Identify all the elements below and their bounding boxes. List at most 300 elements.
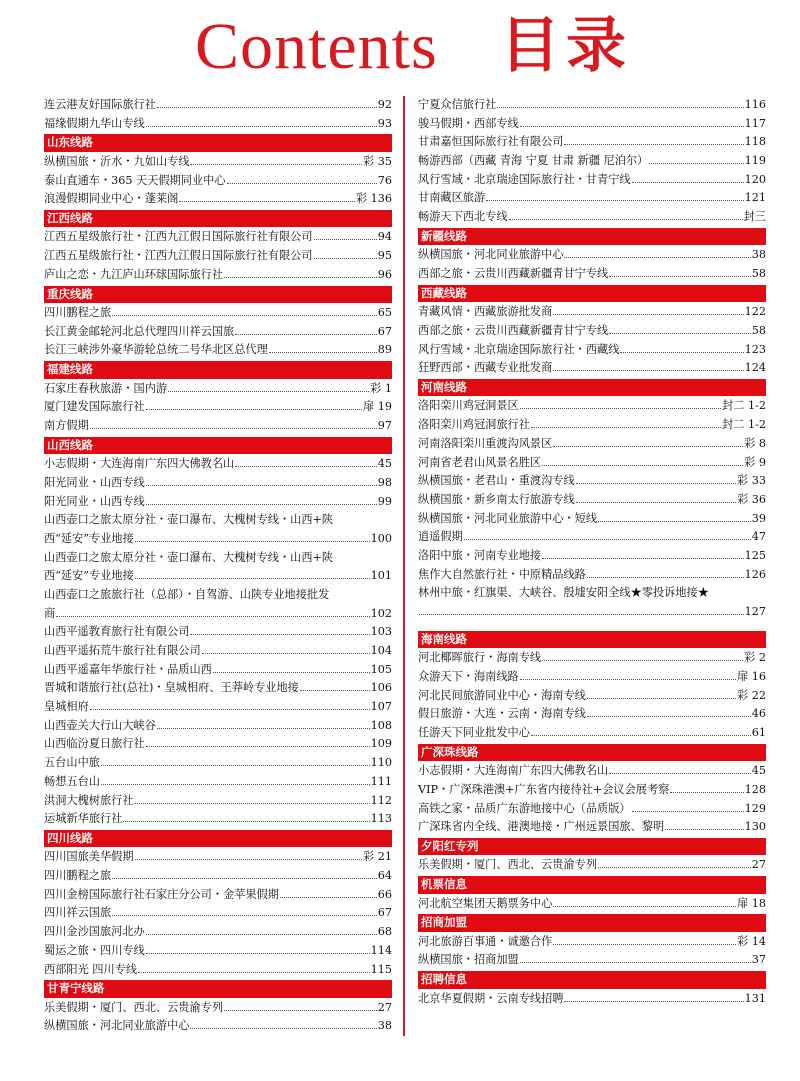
- entry-title: 假日旅游・大连・云南・海南专线: [418, 707, 586, 721]
- entry-page-number: 封二 1-2: [722, 418, 766, 432]
- dot-leader: [202, 642, 370, 654]
- section-heading: 山西线路: [44, 437, 392, 455]
- entry-page-number: 129: [744, 801, 766, 815]
- entry-title: 连云港友好国际旅行社: [44, 98, 156, 111]
- dot-leader: [101, 773, 370, 785]
- entry-title: 西“延安”专业地接: [44, 569, 134, 583]
- entry-title: 逍遥假期: [418, 530, 463, 544]
- toc-entry[interactable]: [44, 867, 392, 886]
- dot-leader: [587, 705, 751, 717]
- entry-page-number: 103: [370, 625, 392, 639]
- entry-title: 任游天下同业批发中心: [418, 725, 530, 739]
- toc-entry[interactable]: [418, 303, 766, 322]
- toc-entry[interactable]: [44, 942, 392, 961]
- section-heading: 福建线路: [44, 361, 392, 379]
- toc-entry[interactable]: [44, 773, 392, 792]
- entry-page-number: 96: [377, 267, 392, 281]
- dot-leader: [587, 566, 744, 578]
- entry-page-number: 107: [370, 700, 392, 714]
- entry-title: 众游天下・海南线路: [418, 669, 519, 683]
- toc-entry[interactable]: [44, 323, 392, 342]
- toc-entry[interactable]: [418, 895, 766, 914]
- toc-entry[interactable]: [44, 623, 392, 642]
- entry-page-number: 封二 1-2: [722, 399, 766, 413]
- entry-page-number: 27: [751, 858, 766, 872]
- entry-page-number: 114: [370, 943, 392, 957]
- toc-entry[interactable]: [44, 735, 392, 754]
- dot-leader: [520, 951, 751, 963]
- entry-title: 北京华夏假期・云南专线招聘: [418, 991, 564, 1005]
- entry-page-number: 76: [377, 173, 392, 187]
- entry-page-number: 111: [370, 774, 392, 788]
- entry-page-number: 39: [751, 511, 766, 525]
- toc-entry[interactable]: [418, 397, 766, 416]
- entry-title: 石家庄春秋旅游・国内游: [44, 381, 168, 395]
- toc-entry[interactable]: [44, 698, 392, 717]
- entry-title: VIP・广深珠港澳+广东省内接待社+会议会展考察: [418, 782, 670, 796]
- entry-page-number: 112: [370, 793, 392, 807]
- dot-leader: [224, 999, 377, 1011]
- entry-page-number: 123: [744, 342, 766, 356]
- toc-entry[interactable]: [44, 266, 392, 285]
- entry-page-number: 100: [370, 531, 392, 545]
- entry-page-number: 67: [377, 324, 392, 338]
- dot-leader: [280, 886, 377, 898]
- entry-page-number: 108: [370, 718, 392, 732]
- toc-entry[interactable]: [44, 380, 392, 399]
- toc-entry[interactable]: [418, 800, 766, 819]
- dot-leader: [670, 781, 743, 793]
- entry-page-number: 104: [370, 644, 392, 657]
- entry-page-number: 89: [377, 343, 392, 357]
- entry-page-number: 66: [377, 887, 392, 901]
- entry-page-number: 106: [370, 681, 392, 695]
- toc-entry[interactable]: [44, 493, 392, 512]
- entry-title: 南方假期: [44, 418, 89, 432]
- entry-title: 畅想五台山: [44, 774, 100, 788]
- dot-leader: [190, 623, 369, 635]
- toc-entry[interactable]: [44, 474, 392, 493]
- toc-entry[interactable]: [418, 454, 766, 473]
- toc-entry[interactable]: [418, 990, 766, 1009]
- entry-title: 四川国旅美华假期: [44, 850, 134, 864]
- dot-leader: [553, 435, 743, 447]
- entry-page-number: 58: [751, 323, 766, 337]
- entry-title: 洛阳栾川鸡冠洞景区: [418, 399, 519, 413]
- toc-entry-line: [44, 549, 392, 568]
- toc-entry[interactable]: [44, 848, 392, 867]
- toc-entry[interactable]: [44, 115, 392, 134]
- entry-title: 广深珠省内全线、港澳地接・广州远景国旅、黎明: [418, 820, 665, 834]
- entry-page-number: 117: [744, 116, 766, 130]
- entry-title: 河南洛阳栾川重渡沟风景区: [418, 436, 553, 450]
- entry-page-number: 127: [744, 605, 766, 618]
- toc-entry[interactable]: [44, 605, 392, 624]
- toc-entry[interactable]: [44, 228, 392, 247]
- toc-entry[interactable]: [44, 341, 392, 360]
- entry-title: 浪漫假期同业中心・蓬莱阁: [44, 192, 179, 206]
- entry-page-number: 38: [377, 1019, 392, 1033]
- toc-entry[interactable]: [418, 472, 766, 491]
- toc-entry[interactable]: [44, 679, 392, 698]
- toc-entry[interactable]: [418, 933, 766, 952]
- entry-title: 骏马假期・西部专线: [418, 116, 519, 130]
- entry-title: 五台山中旅: [44, 756, 100, 770]
- entry-title: 四川金沙国旅河北办: [44, 925, 145, 939]
- dot-leader: [314, 228, 377, 240]
- toc-entry[interactable]: [44, 661, 392, 680]
- dot-leader: [146, 942, 370, 954]
- entry-page-number: 彩 9: [744, 455, 766, 469]
- toc-entry[interactable]: [418, 491, 766, 510]
- toc-entry[interactable]: [418, 566, 766, 585]
- toc-left-column: [44, 96, 392, 1036]
- entry-title: 小志假期・大连海南广东四大佛教名山: [44, 457, 235, 471]
- entry-title: 四川鹏程之旅: [44, 869, 112, 883]
- entry-title: 长江黄金邮轮河北总代理四川祥云国旅: [44, 324, 235, 338]
- entry-title: 庐山之恋・九江庐山环球国际旅行社: [44, 267, 224, 281]
- section-heading: 招商加盟: [418, 914, 766, 932]
- dot-leader: [146, 398, 362, 410]
- toc-entry[interactable]: [418, 246, 766, 265]
- entry-page-number: 38: [751, 248, 766, 262]
- dot-leader: [56, 605, 369, 617]
- dot-leader: [632, 800, 744, 812]
- toc-entry[interactable]: [44, 642, 392, 661]
- dot-leader: [300, 679, 370, 691]
- entry-page-number: 109: [370, 737, 392, 751]
- dot-leader: [486, 189, 744, 201]
- dot-leader: [146, 923, 377, 935]
- entry-title: 纵横国旅・新乡南太行旅游专线: [418, 492, 575, 506]
- toc-entry[interactable]: [44, 247, 392, 266]
- entry-page-number: 122: [744, 305, 766, 319]
- entry-page-number: 扉 16: [737, 669, 766, 683]
- toc-entry-line: [418, 584, 766, 603]
- entry-page-number: 彩 36: [737, 492, 766, 506]
- entry-title: 阳光同业・山西专线: [44, 475, 145, 489]
- entry-page-number: 101: [370, 569, 392, 583]
- dot-leader: [553, 303, 743, 315]
- entry-page-number: 68: [377, 925, 392, 939]
- entry-title: 西“延安”专业地接: [44, 531, 134, 545]
- toc-entry-line: [44, 586, 392, 605]
- dot-leader: [112, 904, 377, 916]
- toc-entry[interactable]: [418, 152, 766, 171]
- entry-title: 山西壶口之旅太原分社・壶口瀑布、大槐树专线・山西+陕: [44, 550, 334, 564]
- toc-entry[interactable]: [418, 781, 766, 800]
- dot-leader: [135, 792, 370, 804]
- toc-entry[interactable]: [44, 1017, 392, 1036]
- toc-entry[interactable]: [418, 951, 766, 970]
- entry-page-number: 彩 14: [737, 934, 766, 948]
- title-english: Contents: [195, 10, 438, 83]
- toc-entry[interactable]: [44, 398, 392, 417]
- section-heading: 重庆线路: [44, 286, 392, 304]
- entry-page-number: 116: [744, 98, 766, 111]
- entry-title: 风行雪域・北京瑞途国际旅行社・西藏线: [418, 342, 620, 356]
- entry-page-number: 彩 22: [737, 688, 766, 702]
- entry-title: 河北航空集团天鹅票务中心: [418, 896, 553, 910]
- entry-title: 河北旅游百事通・诚邀合作: [418, 934, 553, 948]
- dot-leader: [553, 359, 743, 371]
- toc-entry[interactable]: [418, 189, 766, 208]
- entry-page-number: 37: [751, 953, 766, 967]
- dot-leader: [553, 933, 736, 945]
- entry-page-number: 97: [377, 418, 392, 432]
- dot-leader: [112, 304, 377, 316]
- toc-entry[interactable]: [44, 417, 392, 436]
- entry-title: 宁夏众信旅行社: [418, 98, 497, 111]
- section-heading: 四川线路: [44, 830, 392, 848]
- dot-leader: [90, 698, 370, 710]
- toc-entry[interactable]: [418, 856, 766, 875]
- toc-entry[interactable]: [418, 341, 766, 360]
- section-heading: 山东线路: [44, 134, 392, 152]
- dot-leader: [464, 528, 751, 540]
- entry-page-number: 65: [377, 306, 392, 319]
- entry-title: 山西平遥教育旅行社有限公司: [44, 625, 190, 639]
- toc-entry[interactable]: [44, 999, 392, 1018]
- dot-leader: [168, 380, 369, 392]
- toc-right-column: [418, 96, 766, 1008]
- dot-leader: [520, 397, 721, 409]
- entry-title: 洛阳栾川鸡冠洞旅行社: [418, 418, 530, 432]
- toc-entry-line: [44, 511, 392, 530]
- toc-entry[interactable]: [418, 322, 766, 341]
- toc-entry[interactable]: [44, 792, 392, 811]
- toc-entry[interactable]: [418, 510, 766, 529]
- toc-entry[interactable]: [418, 547, 766, 566]
- toc-entry[interactable]: [418, 171, 766, 190]
- entry-title: 商: [44, 606, 56, 620]
- section-heading: 夕阳红专列: [418, 838, 766, 856]
- entry-page-number: 110: [370, 756, 392, 770]
- entry-title: 长江三峡涉外豪华游轮总统二号华北区总代理: [44, 343, 268, 357]
- toc-entry[interactable]: [44, 904, 392, 923]
- dot-leader: [135, 848, 363, 860]
- entry-page-number: 119: [744, 154, 766, 168]
- entry-title: 西部之旅・云贵川西藏新疆青甘宁专线: [418, 323, 609, 337]
- dot-leader: [146, 115, 377, 127]
- entry-page-number: 彩 136: [355, 192, 392, 206]
- entry-title: 河北民间旅游同业中心・海南专线: [418, 688, 586, 702]
- dot-leader: [146, 474, 377, 486]
- toc-entry[interactable]: [44, 961, 392, 980]
- dot-leader: [224, 266, 377, 278]
- dot-leader: [620, 341, 743, 353]
- entry-title: 风行雪域・北京瑞途国际旅行社・甘青宁线: [418, 172, 631, 186]
- dot-leader: [531, 416, 721, 428]
- toc-entry[interactable]: [44, 886, 392, 905]
- dot-leader: [649, 152, 743, 164]
- dot-leader: [135, 567, 370, 579]
- dot-leader: [598, 510, 751, 522]
- section-heading: 机票信息: [418, 876, 766, 894]
- dot-leader: [497, 96, 743, 108]
- entry-page-number: 彩 21: [363, 850, 392, 864]
- dot-leader: [101, 754, 370, 766]
- toc-entry[interactable]: [418, 359, 766, 378]
- column-divider: [403, 96, 405, 1036]
- entry-title: 纵横国旅・招商加盟: [418, 953, 519, 967]
- toc-entry[interactable]: [44, 304, 392, 323]
- dot-leader: [419, 603, 744, 615]
- toc-entry[interactable]: [418, 818, 766, 837]
- dot-leader: [542, 454, 743, 466]
- entry-page-number: 93: [377, 116, 392, 130]
- dot-leader: [157, 96, 377, 108]
- dot-leader: [553, 895, 736, 907]
- section-heading: 新疆线路: [418, 228, 766, 246]
- entry-title: 甘南藏区旅游: [418, 191, 486, 205]
- toc-entry[interactable]: [418, 435, 766, 454]
- dot-leader: [135, 530, 370, 542]
- toc-entry[interactable]: [418, 265, 766, 284]
- entry-page-number: 94: [377, 230, 392, 244]
- entry-title: 山西壶口之旅太原分社・壶口瀑布、大槐树专线・山西+陕: [44, 513, 334, 527]
- entry-page-number: 扉 18: [737, 896, 766, 910]
- entry-page-number: 105: [370, 662, 392, 676]
- entry-title: 纵横国旅・河北同业旅游中心: [418, 248, 564, 262]
- entry-title: 青藏风情・西藏旅游批发商: [418, 305, 553, 319]
- entry-page-number: 98: [377, 475, 392, 489]
- title-chinese: 目录: [500, 11, 632, 81]
- entry-page-number: 131: [744, 991, 766, 1005]
- entry-page-number: 61: [751, 725, 766, 739]
- dot-leader: [146, 493, 377, 505]
- dot-leader: [157, 717, 370, 729]
- entry-page-number: 45: [751, 764, 766, 778]
- toc-entry[interactable]: [418, 133, 766, 152]
- dot-leader: [123, 810, 369, 822]
- entry-title: 高铁之家・品质广东游地接中心（品质版）: [418, 801, 631, 815]
- entry-page-number: 95: [377, 249, 392, 263]
- entry-page-number: 120: [744, 172, 766, 186]
- dot-leader: [138, 961, 370, 973]
- dot-leader: [632, 171, 744, 183]
- entry-title: 蜀运之旅・四川专线: [44, 943, 145, 957]
- toc-entry[interactable]: [418, 416, 766, 435]
- entry-page-number: 102: [370, 606, 392, 620]
- entry-page-number: 125: [744, 548, 766, 562]
- dot-leader: [564, 990, 743, 1002]
- toc-entry[interactable]: [44, 96, 392, 115]
- entry-page-number: 113: [370, 812, 392, 826]
- dot-leader: [112, 867, 377, 879]
- dot-leader: [146, 735, 370, 747]
- entry-title: 厦门建发国际旅行社: [44, 400, 145, 414]
- entry-title: 江西五星级旅行社・江西九江假日国际旅行社有限公司: [44, 230, 313, 244]
- entry-page-number: 121: [744, 191, 766, 205]
- toc-entry[interactable]: [418, 96, 766, 115]
- section-heading: 招聘信息: [418, 971, 766, 989]
- toc-entry[interactable]: [418, 649, 766, 668]
- entry-page-number: 64: [377, 869, 392, 883]
- toc-entry[interactable]: [418, 528, 766, 547]
- section-heading: 西藏线路: [418, 285, 766, 303]
- entry-title: 山西平遥拓荒牛旅行社有限公司: [44, 644, 201, 657]
- entry-page-number: 46: [751, 707, 766, 721]
- entry-title: 洪洞大槐树旅行社: [44, 793, 134, 807]
- entry-title: 晋城和谐旅行社(总社)・皇城相府、王莽岭专业地接: [44, 681, 299, 695]
- entry-page-number: 扉 19: [363, 400, 392, 414]
- dot-leader: [213, 661, 370, 673]
- entry-title: 焦作大自然旅行社・中原精品线路: [418, 567, 586, 581]
- entry-title: 纵横国旅・沂水・九如山专线: [44, 154, 190, 168]
- entry-title: 纵横国旅・河北同业旅游中心・短线: [418, 511, 598, 525]
- entry-title: 河北椰晖旅行・海南专线: [418, 651, 542, 665]
- dot-leader: [520, 668, 736, 680]
- toc-entry[interactable]: [418, 208, 766, 227]
- entry-page-number: 130: [744, 820, 766, 834]
- dot-leader: [509, 208, 743, 220]
- toc-entry[interactable]: [418, 762, 766, 781]
- toc-entry[interactable]: [44, 153, 392, 172]
- dot-leader: [190, 1017, 376, 1029]
- entry-page-number: 99: [377, 494, 392, 508]
- entry-title: 山西平遥嘉年华旅行社・品质山西: [44, 662, 212, 676]
- entry-title: 西部之旅・云贵川西藏新疆青甘宁专线: [418, 267, 609, 280]
- entry-page-number: 45: [377, 457, 392, 471]
- toc-entry[interactable]: [44, 810, 392, 829]
- dot-leader: [235, 455, 377, 467]
- toc-entry[interactable]: [44, 567, 392, 586]
- toc-entry[interactable]: [44, 923, 392, 942]
- entry-title: 纵横国旅・老君山・重渡沟专线: [418, 474, 575, 488]
- dot-leader: [665, 818, 744, 830]
- toc-entry[interactable]: [418, 668, 766, 687]
- toc-entry[interactable]: [418, 115, 766, 134]
- dot-leader: [564, 133, 743, 145]
- entry-title: 皇城相府: [44, 700, 89, 714]
- spacer: [418, 622, 766, 630]
- toc-entry[interactable]: [418, 724, 766, 743]
- entry-title: 河南省老君山风景名胜区: [418, 455, 542, 469]
- entry-title: 畅游西部（西藏 青海 宁夏 甘肃 新疆 尼泊尔）: [418, 154, 649, 168]
- toc-entry[interactable]: [44, 172, 392, 191]
- entry-title: 纵横国旅・河北同业旅游中心: [44, 1019, 190, 1033]
- entry-page-number: 彩 33: [737, 474, 766, 488]
- entry-page-number: 27: [377, 1000, 392, 1014]
- dot-leader: [542, 649, 743, 661]
- section-heading: 江西线路: [44, 210, 392, 228]
- section-heading: 海南线路: [418, 631, 766, 649]
- entry-title: 山西壶口之旅旅行社（总部）・自驾游、山陕专业地接批发: [44, 587, 330, 601]
- dot-leader: [609, 762, 751, 774]
- dot-leader: [576, 472, 736, 484]
- entry-page-number: 92: [377, 98, 392, 111]
- toc-entry[interactable]: [44, 530, 392, 549]
- dot-leader: [190, 153, 362, 165]
- toc-entry[interactable]: [418, 603, 766, 622]
- toc-entry[interactable]: [44, 717, 392, 736]
- entry-page-number: 彩 8: [744, 436, 766, 450]
- entry-title: 乐美假期・厦门、西北、云贵渝专列: [44, 1000, 224, 1014]
- entry-title: 小志假期・大连海南广东四大佛教名山: [418, 764, 609, 778]
- toc-entry[interactable]: [44, 754, 392, 773]
- entry-title: 运城新华旅行社: [44, 812, 123, 826]
- toc-entry[interactable]: [418, 705, 766, 724]
- entry-page-number: 封三: [743, 210, 766, 224]
- toc-entry[interactable]: [44, 455, 392, 474]
- toc-entry[interactable]: [418, 687, 766, 706]
- entry-title: 四川鹏程之旅: [44, 306, 112, 319]
- dot-leader: [314, 247, 377, 259]
- dot-leader: [90, 417, 377, 429]
- entry-title: 西部阳光 四川专线: [44, 962, 138, 976]
- toc-entry[interactable]: [44, 190, 392, 209]
